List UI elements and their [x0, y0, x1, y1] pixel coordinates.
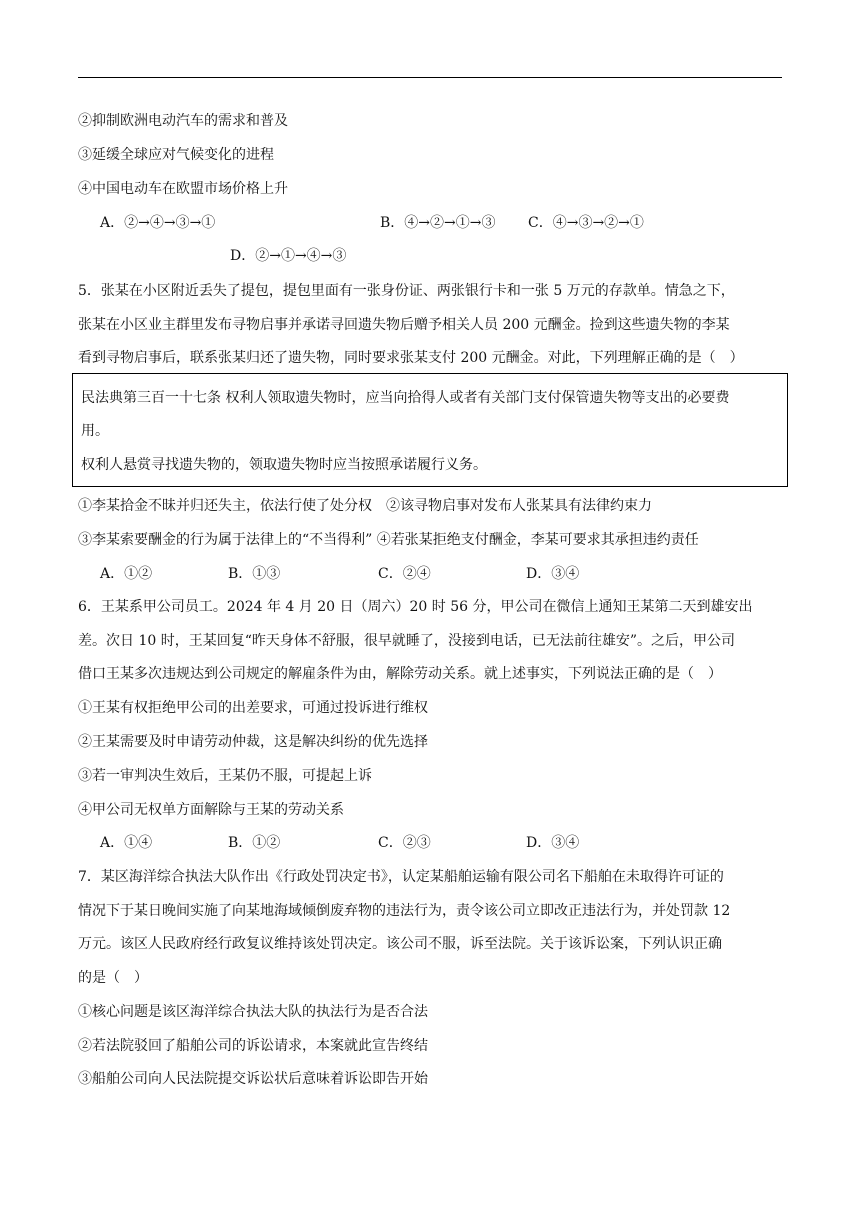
header-rule: [78, 77, 782, 78]
q7-item-2: ②若法院驳回了船舶公司的诉讼请求，本案就此宣告终结: [78, 1038, 428, 1054]
prev-option-d: D．②→①→④→③: [230, 248, 347, 264]
q5-stem-line-1: 5．张某在小区附近丢失了提包，提包里面有一张身份证、两张银行卡和一张 5 万元的存款单。情急之下，: [78, 283, 735, 299]
q5-option-d: D．③④: [526, 566, 580, 582]
prev-option-a: A．②→④→③→①: [100, 215, 216, 231]
q6-item-3: ③若一审判决生效后，王某仍不服，可提起上诉: [78, 768, 372, 784]
q6-option-a: A．①④: [100, 835, 153, 851]
q6-option-c: C．②③: [378, 835, 431, 851]
prev-item-4: ④中国电动车在欧盟市场价格上升: [78, 181, 288, 197]
q6-item-2: ②王某需要及时申请劳动仲裁，这是解决纠纷的优先选择: [78, 734, 428, 750]
prev-option-b: B．④→②→①→③: [380, 215, 496, 231]
q5-item-1-2: ①李某拾金不昧并归还失主，依法行使了处分权 ②该寻物启事对发布人张某具有法律约束力: [78, 498, 652, 514]
q5-box-line-3: 权利人悬赏寻找遗失物的，领取遗失物时应当按照承诺履行义务。: [81, 457, 487, 473]
q7-stem-line-2: 情况下于某日晚间实施了向某地海域倾倒废弃物的违法行为，责令该公司立即改正违法行为，并处罚款 12: [78, 903, 731, 919]
q5-item-3-4: ③李某索要酬金的行为属于法律上的“不当得利” ④若张某拒绝支付酬金，李某可要求其承担违约责任: [78, 532, 699, 548]
q6-stem-line-3: 借口王某多次违规达到公司规定的解雇条件为由，解除劳动关系。就上述事实，下列说法正确的是（ ）: [78, 666, 722, 682]
prev-item-3: ③延缓全球应对气候变化的进程: [78, 147, 274, 163]
prev-item-2: ②抑制欧洲电动汽车的需求和普及: [78, 113, 288, 129]
q7-item-1: ①核心问题是该区海洋综合执法大队的执法行为是否合法: [78, 1004, 428, 1020]
q6-item-1: ①王某有权拒绝甲公司的出差要求，可通过投诉进行维权: [78, 700, 428, 716]
q6-option-b: B．①②: [228, 835, 281, 851]
q6-option-d: D．③④: [526, 835, 580, 851]
q5-box-line-2: 用。: [81, 423, 109, 439]
q5-box-line-1: 民法典第三百一十七条 权利人领取遗失物时，应当向拾得人或者有关部门支付保管遗失物等支出的必要费: [81, 390, 730, 406]
q5-material-box: [72, 373, 788, 487]
q7-stem-line-4: 的是（ ）: [78, 970, 148, 986]
q5-stem-line-3: 看到寻物启事后，联系张某归还了遗失物，同时要求张某支付 200 元酬金。对此，下列理解正确的是（ ）: [78, 350, 744, 366]
q6-stem-line-1: 6．王某系甲公司员工。2024 年 4 月 20 日（周六）20 时 56 分，甲公司在微信上通知王某第二天到雄安出: [78, 599, 753, 615]
q7-stem-line-3: 万元。该区人民政府经行政复议维持该处罚决定。该公司不服，诉至法院。关于该诉讼案，下列认识正确: [78, 936, 722, 952]
q5-stem-line-2: 张某在小区业主群里发布寻物启事并承诺寻回遗失物后赠予相关人员 200 元酬金。捡到这些遗失物的李某: [78, 317, 730, 333]
q7-item-3: ③船舶公司向人民法院提交诉讼状后意味着诉讼即告开始: [78, 1071, 428, 1087]
q7-stem-line-1: 7．某区海洋综合执法大队作出《行政处罚决定书》，认定某船舶运输有限公司名下船舶在未取得许可证的: [78, 869, 724, 885]
prev-option-c: C．④→③→②→①: [528, 215, 644, 231]
q5-option-a: A．①②: [100, 566, 153, 582]
q5-option-b: B．①③: [228, 566, 281, 582]
q6-item-4: ④甲公司无权单方面解除与王某的劳动关系: [78, 802, 344, 818]
q6-stem-line-2: 差。次日 10 时，王某回复“昨天身体不舒服，很早就睡了，没接到电话，已无法前往雄安”。之后，甲公司: [78, 633, 736, 649]
q5-option-c: C．②④: [378, 566, 431, 582]
